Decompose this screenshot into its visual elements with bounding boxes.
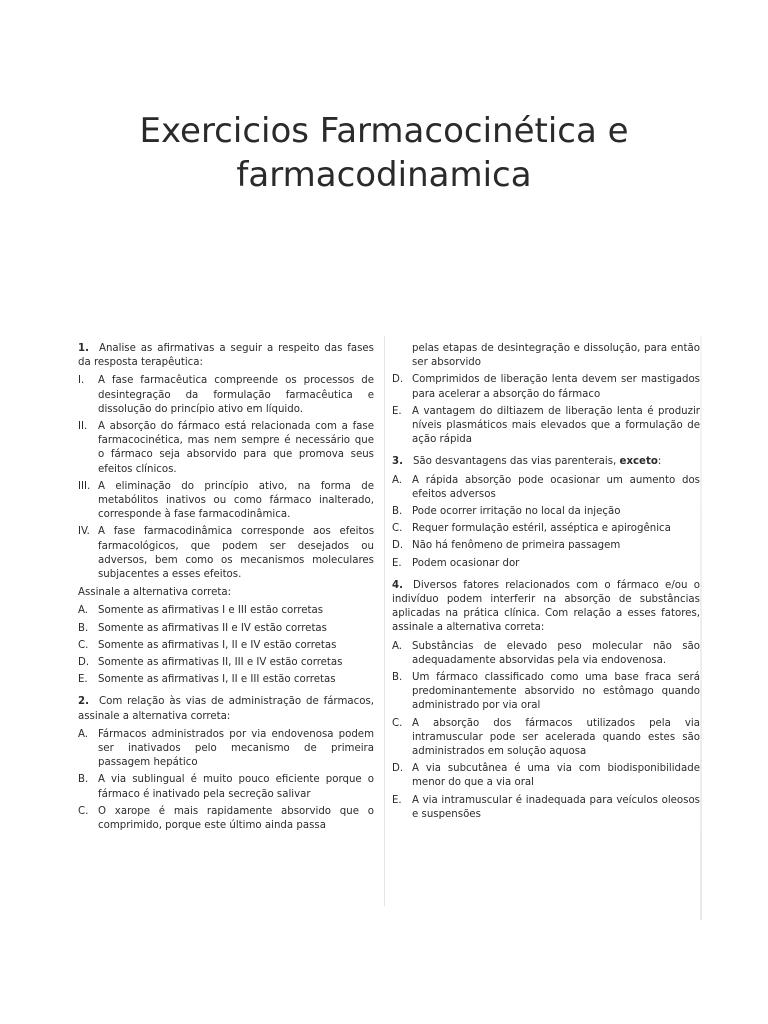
answer-option: E. A via intramuscular é inadequada para veículos oleosos e suspensões [392,794,700,820]
left-column [78,342,374,841]
question-text: Analise as afirmativas a seguir a respeito das fases da resposta terapêutica: [78,343,374,369]
answer-option: B. A via sublingual é muito pouco eficiente porque o fármaco é inativado pela secreção salivar [78,774,374,800]
answer-option: D. Somente as afirmativas II, III e IV estão corretas [78,657,343,669]
statement-item: II. A absorção do fármaco está relacionada com a fase farmacocinética, mas nem sempre é necessário que o fármaco seja absorvido para que promova seus efeitos clínicos. [78,421,374,475]
answer-option: C. Somente as afirmativas I, II e IV estão corretas [78,639,337,651]
question-number: 2. [78,696,89,708]
answer-option: A. Somente as afirmativas I e III estão corretas [78,605,324,617]
page-edge [700,336,702,920]
question-2-continued [392,342,700,447]
question-emphasis: exceto [619,456,658,468]
question-text: Com relação às vias de administração de fármacos, assinale a alternativa correta: [78,696,374,722]
question-text: São desvantagens das vias parenterais, [412,456,617,468]
answer-option: E. A vantagem do diltiazem de liberação lenta é produzir níveis plasmáticos mais elevados que a formulação de ação rápida [392,405,700,446]
answer-option: E. Somente as afirmativas I, II e III estão corretas [78,674,336,686]
option-continuation: pelas etapas de desintegração e dissolução, para então ser absorvido [412,343,700,369]
question-text: Diversos fatores relacionados com o fármaco e/ou o indivíduo podem interferir na absorção de substâncias aplicadas na prática clínica. Com relação a esses fatores, assinale a alternativa correta: [392,579,700,634]
answer-option: C. O xarope é mais rapidamente absorvido que o comprimido, porque este último ainda passa [78,805,374,832]
question-number: 4. [392,579,403,591]
question-4 [392,579,700,822]
answer-option: C. Requer formulação estéril, asséptica e apirogênica [392,523,671,535]
answer-option: D. Não há fenômeno de primeira passagem [392,540,621,552]
answer-option: E. Podem ocasionar dor [392,557,520,569]
exercise-sheet-image [72,336,708,920]
answer-option: D. A via subcutânea é uma via com biodisponibilidade menor do que a via oral [392,763,700,789]
question-number: 1. [78,343,89,354]
answer-option: A. Fármacos administrados por via endovenosa podem ser inativados pelo mecanismo de primeira passagem hepático [78,728,374,769]
answer-option: B. Somente as afirmativas II e IV estão corretas [78,622,327,634]
slide-title: Exercicios Farmacocinética e farmacodinamica [139,110,629,195]
question-3: 3. São desvantagens das vias parenterais, exceto: A. A rápida absorção pode ocasionar um aumento dos efeitos adversos B. Pode ocorrer irritação no local da injeção C. Requer formulação estéril, asséptica e apirogênica D. Não há fenômeno de primeira passagem E. Podem ocasionar dor [392,455,700,570]
answer-option: D. Comprimidos de liberação lenta devem ser mastigados para acelerar a absorção do fármaco [392,374,700,400]
answer-option: B. Pode ocorrer irritação no local da injeção [392,506,621,518]
answer-option: A. Substâncias de elevado peso molecular não são adequadamente absorvidas pela via endovenosa. [392,640,700,666]
right-column [392,342,700,830]
statement-item: III. A eliminação do princípio ativo, na forma de metabólitos inativos ou como fármaco inalterado, corresponde à fase farmacodinâmica. [78,480,374,521]
answer-option: C. A absorção dos fármacos utilizados pela via intramuscular pode ser acelerada quando estes são administrados em solução aquosa [392,717,700,758]
statement-item: I. A fase farmacêutica compreende os processos de desintegração da formulação farmacêutica e dissolução do princípio ativo em líquido. [78,375,374,415]
question-2 [78,695,374,833]
question-prompt: Assinale a alternativa correta: [78,587,232,599]
column-divider [384,336,385,906]
question-1 [78,342,374,687]
answer-option: B. Um fármaco classificado como uma base fraca será predominantemente absorvido no estômago quando administrado por via oral [392,672,700,712]
statement-item: IV. A fase farmacodinâmica corresponde aos efeitos farmacológicos, que podem ser desejados ou adversos, bem como os mecanismos moleculares subjacentes a esses efeitos. [78,526,374,581]
answer-option: A. A rápida absorção pode ocasionar um aumento dos efeitos adversos [392,474,700,500]
question-number: 3. [392,456,403,468]
